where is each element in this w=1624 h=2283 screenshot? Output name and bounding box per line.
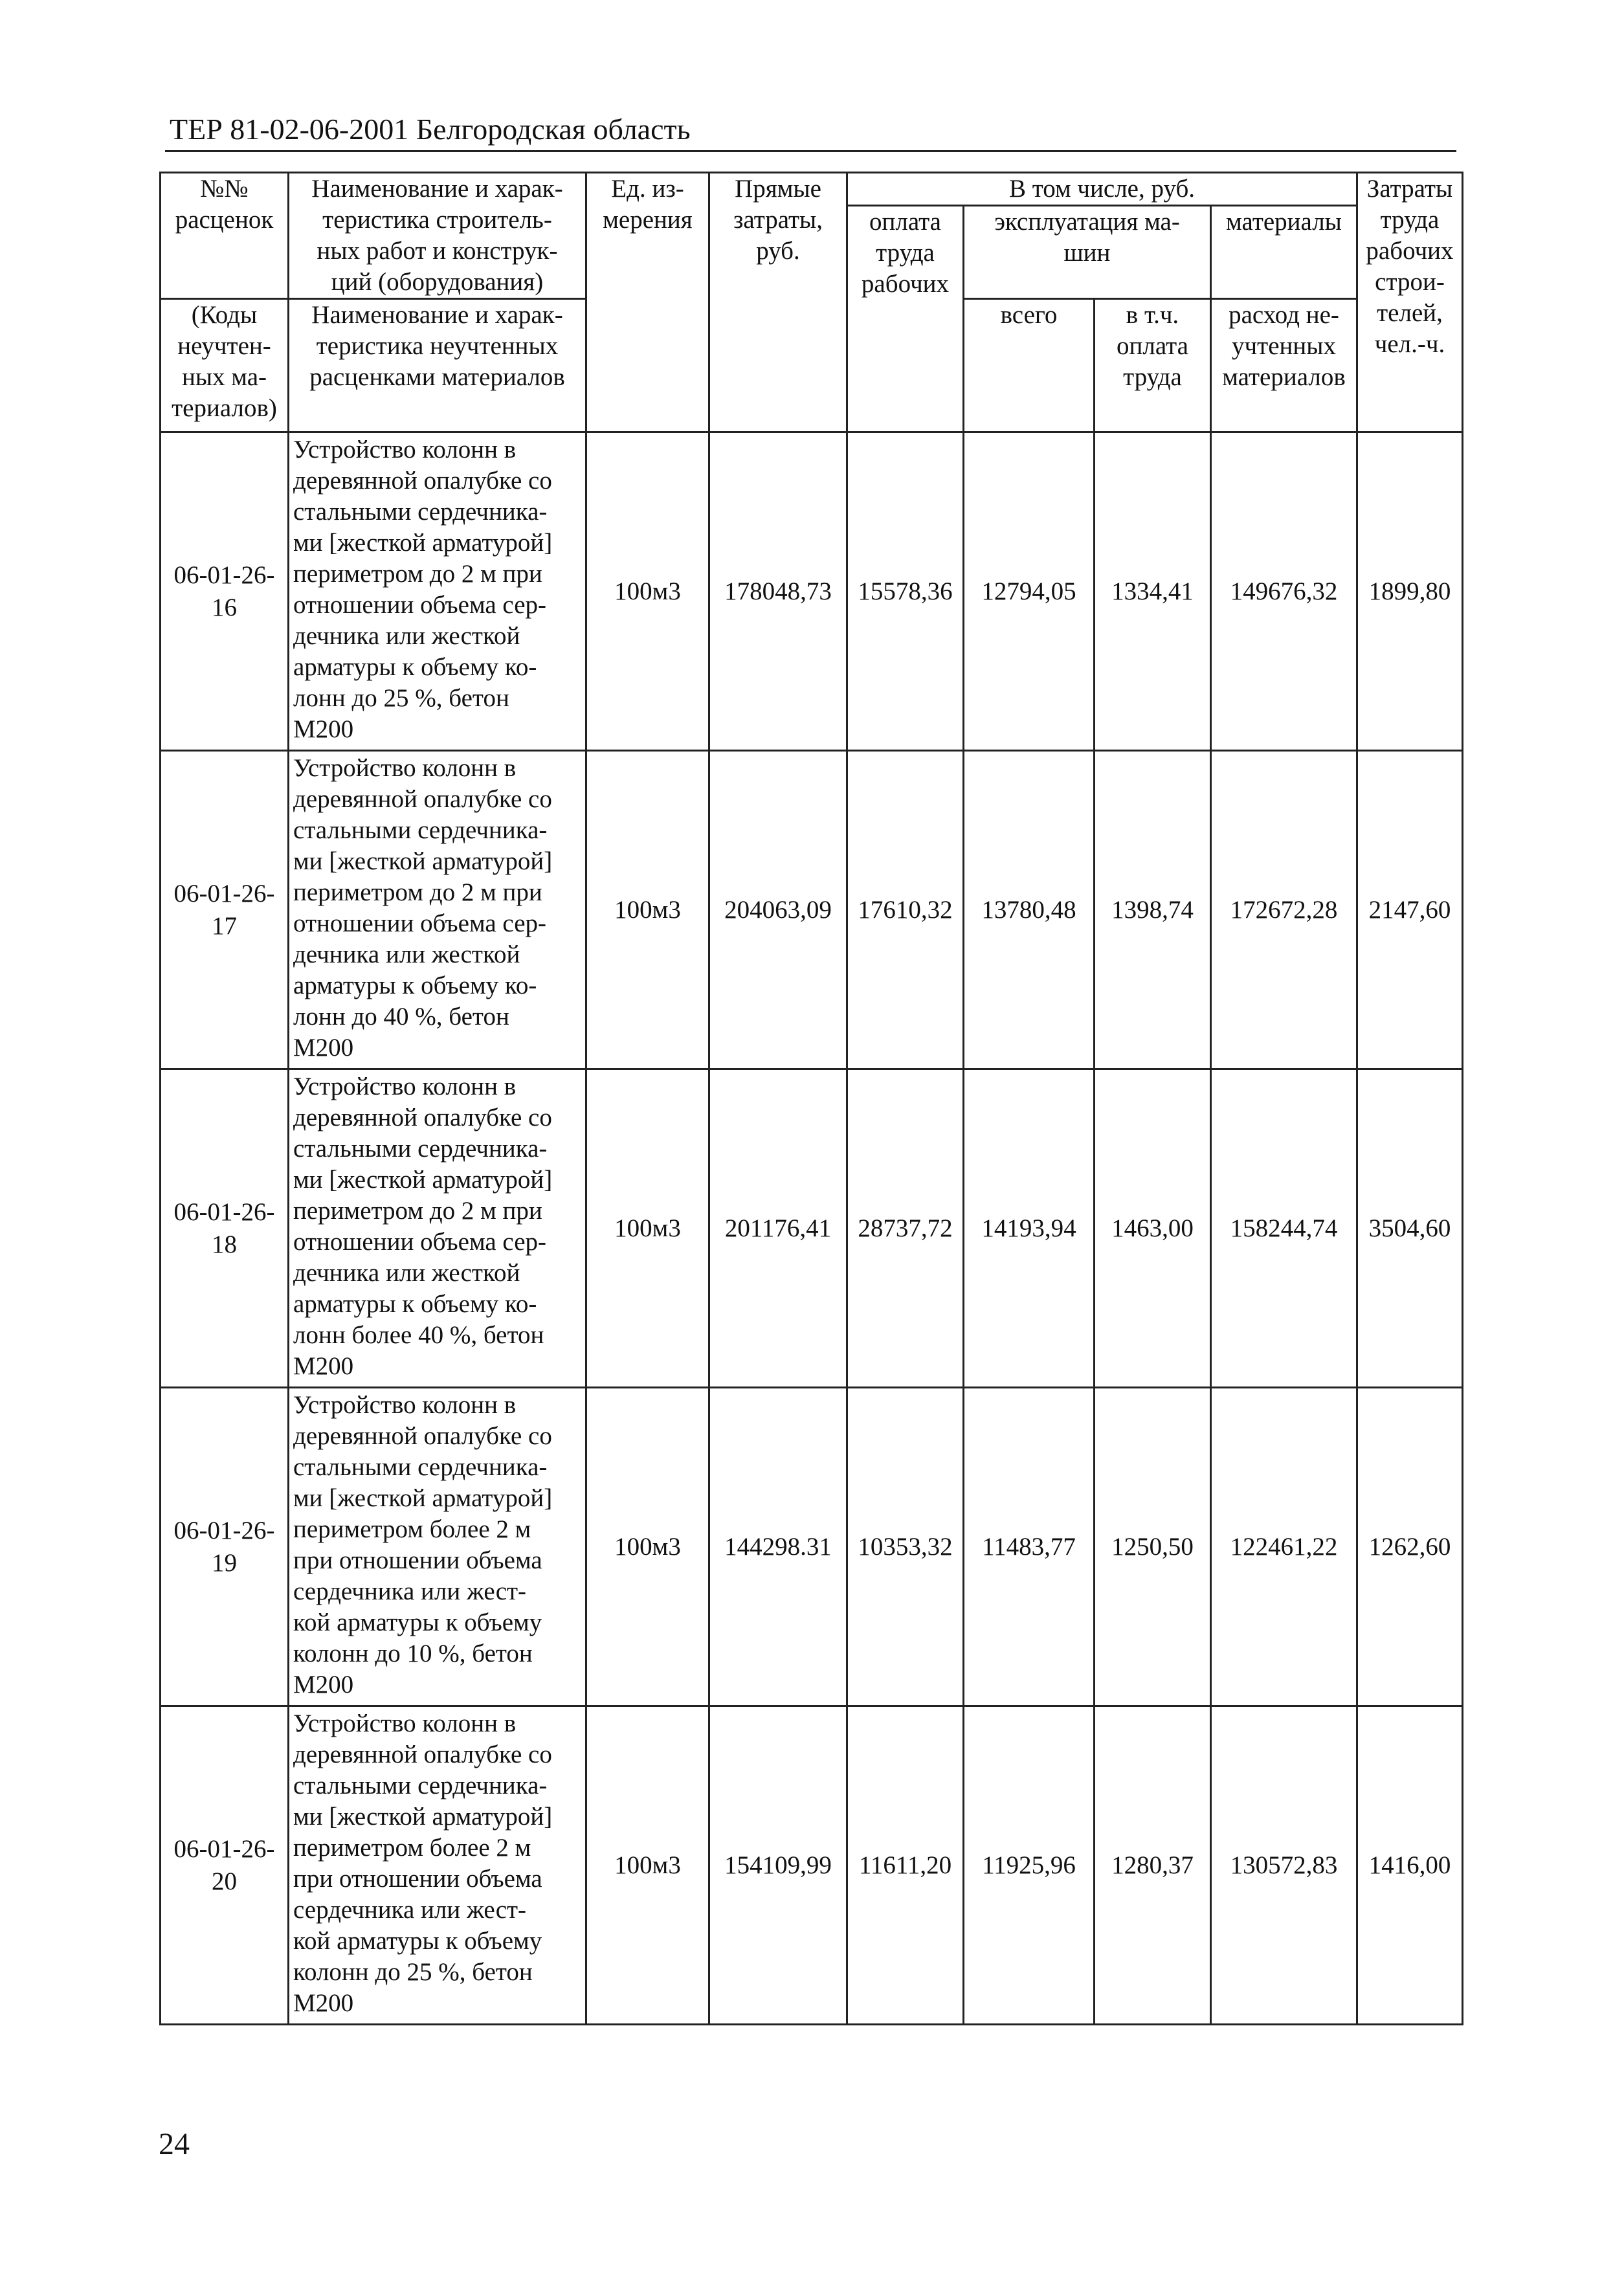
machines-labor-cell: 1250,50 bbox=[1095, 1388, 1211, 1706]
header-including: В том числе, руб. bbox=[847, 173, 1357, 206]
header-machines-labor: в т.ч. оплата труда bbox=[1095, 299, 1211, 432]
materials-cell: 122461,22 bbox=[1211, 1388, 1357, 1706]
table-row bbox=[161, 751, 1463, 1069]
rate-code: 06-01-26- 20 bbox=[161, 1706, 289, 2025]
direct-cost-cell: 144298.31 bbox=[709, 1388, 847, 1706]
direct-cost-cell: 178048,73 bbox=[709, 432, 847, 751]
labor-cost-cell: 11611,20 bbox=[847, 1706, 964, 2025]
table-row bbox=[161, 1706, 1463, 2025]
direct-cost-cell: 154109,99 bbox=[709, 1706, 847, 2025]
machines-labor-cell: 1463,00 bbox=[1095, 1069, 1211, 1388]
unit-cell: 100м3 bbox=[586, 1388, 709, 1706]
unit-cell: 100м3 bbox=[586, 432, 709, 751]
machines-labor-cell: 1280,37 bbox=[1095, 1706, 1211, 2025]
header-machines: эксплуатация ма- шин bbox=[964, 206, 1211, 299]
page-number: 24 bbox=[159, 2127, 190, 2161]
materials-cell: 172672,28 bbox=[1211, 751, 1357, 1069]
header-material-names: Наименование и харак- теристика неучтенных расценками материалов bbox=[289, 299, 586, 432]
header-material-codes: (Коды неучтен- ных ма- териалов) bbox=[161, 299, 289, 432]
labor-cost-cell: 28737,72 bbox=[847, 1069, 964, 1388]
document-header: ТЕР 81-02-06-2001 Белгородская область bbox=[170, 113, 691, 146]
header-code: №№ расценок bbox=[161, 173, 289, 299]
labor-cost-cell: 10353,32 bbox=[847, 1388, 964, 1706]
labor-cost-cell: 15578,36 bbox=[847, 432, 964, 751]
rate-code: 06-01-26- 18 bbox=[161, 1069, 289, 1388]
direct-cost-cell: 201176,41 bbox=[709, 1069, 847, 1388]
machines-total-cell: 11925,96 bbox=[964, 1706, 1095, 2025]
rate-description: Устройство колонн в деревянной опалубке со стальными сердечника- ми [жесткой арматурой] периметром более 2 м при отношении объема сердечника или жест- кой арматуры к объему колонн до 25 %, бетон М200 bbox=[289, 1706, 586, 2025]
machines-total-cell: 12794,05 bbox=[964, 432, 1095, 751]
unit-cell: 100м3 bbox=[586, 1069, 709, 1388]
labor-hours-cell: 3504,60 bbox=[1357, 1069, 1463, 1388]
rate-description: Устройство колонн в деревянной опалубке со стальными сердечника- ми [жесткой арматурой] периметром до 2 м при отношении объема сер- дечника или жесткой арматуры к объему ко- лонн до 40 %, бетон М200 bbox=[289, 751, 586, 1069]
rate-code: 06-01-26- 19 bbox=[161, 1388, 289, 1706]
materials-cell: 149676,32 bbox=[1211, 432, 1357, 751]
header-machines-total: всего bbox=[964, 299, 1095, 432]
direct-cost-cell: 204063,09 bbox=[709, 751, 847, 1069]
rates-table bbox=[159, 172, 1463, 2025]
labor-hours-cell: 1416,00 bbox=[1357, 1706, 1463, 2025]
rate-code: 06-01-26- 17 bbox=[161, 751, 289, 1069]
header-rule bbox=[165, 150, 1456, 152]
labor-hours-cell: 1262,60 bbox=[1357, 1388, 1463, 1706]
table-row bbox=[161, 432, 1463, 751]
machines-labor-cell: 1334,41 bbox=[1095, 432, 1211, 751]
header-direct-costs: Прямые затраты, руб. bbox=[709, 173, 847, 432]
labor-cost-cell: 17610,32 bbox=[847, 751, 964, 1069]
header-worker-pay: оплата труда рабочих bbox=[847, 206, 964, 432]
table-row bbox=[161, 1388, 1463, 1706]
unit-cell: 100м3 bbox=[586, 1706, 709, 2025]
rate-description: Устройство колонн в деревянной опалубке со стальными сердечника- ми [жесткой арматурой] периметром до 2 м при отношении объема сер- дечника или жесткой арматуры к объему ко- лонн до 25 %, бетон М200 bbox=[289, 432, 586, 751]
header-unaccounted-materials: расход не- учтенных материалов bbox=[1211, 299, 1357, 432]
header-materials: материалы bbox=[1211, 206, 1357, 299]
unit-cell: 100м3 bbox=[586, 751, 709, 1069]
table-row bbox=[161, 1069, 1463, 1388]
header-name: Наименование и харак- теристика строитель- ных работ и конструк- ций (оборудования) bbox=[289, 173, 586, 299]
materials-cell: 158244,74 bbox=[1211, 1069, 1357, 1388]
machines-labor-cell: 1398,74 bbox=[1095, 751, 1211, 1069]
labor-hours-cell: 1899,80 bbox=[1357, 432, 1463, 751]
machines-total-cell: 11483,77 bbox=[964, 1388, 1095, 1706]
machines-total-cell: 14193,94 bbox=[964, 1069, 1095, 1388]
labor-hours-cell: 2147,60 bbox=[1357, 751, 1463, 1069]
materials-cell: 130572,83 bbox=[1211, 1706, 1357, 2025]
rate-description: Устройство колонн в деревянной опалубке со стальными сердечника- ми [жесткой арматурой] периметром более 2 м при отношении объема сердечника или жест- кой арматуры к объему колонн до 10 %, бетон М200 bbox=[289, 1388, 586, 1706]
header-labor-hours: Затраты труда рабочих строи- телей, чел.-ч. bbox=[1357, 173, 1463, 432]
rate-code: 06-01-26- 16 bbox=[161, 432, 289, 751]
rate-description: Устройство колонн в деревянной опалубке со стальными сердечника- ми [жесткой арматурой] периметром до 2 м при отношении объема сер- дечника или жесткой арматуры к объему ко- лонн более 40 %, бетон М200 bbox=[289, 1069, 586, 1388]
machines-total-cell: 13780,48 bbox=[964, 751, 1095, 1069]
header-row-1 bbox=[161, 173, 1463, 206]
header-unit: Ед. из- мерения bbox=[586, 173, 709, 432]
